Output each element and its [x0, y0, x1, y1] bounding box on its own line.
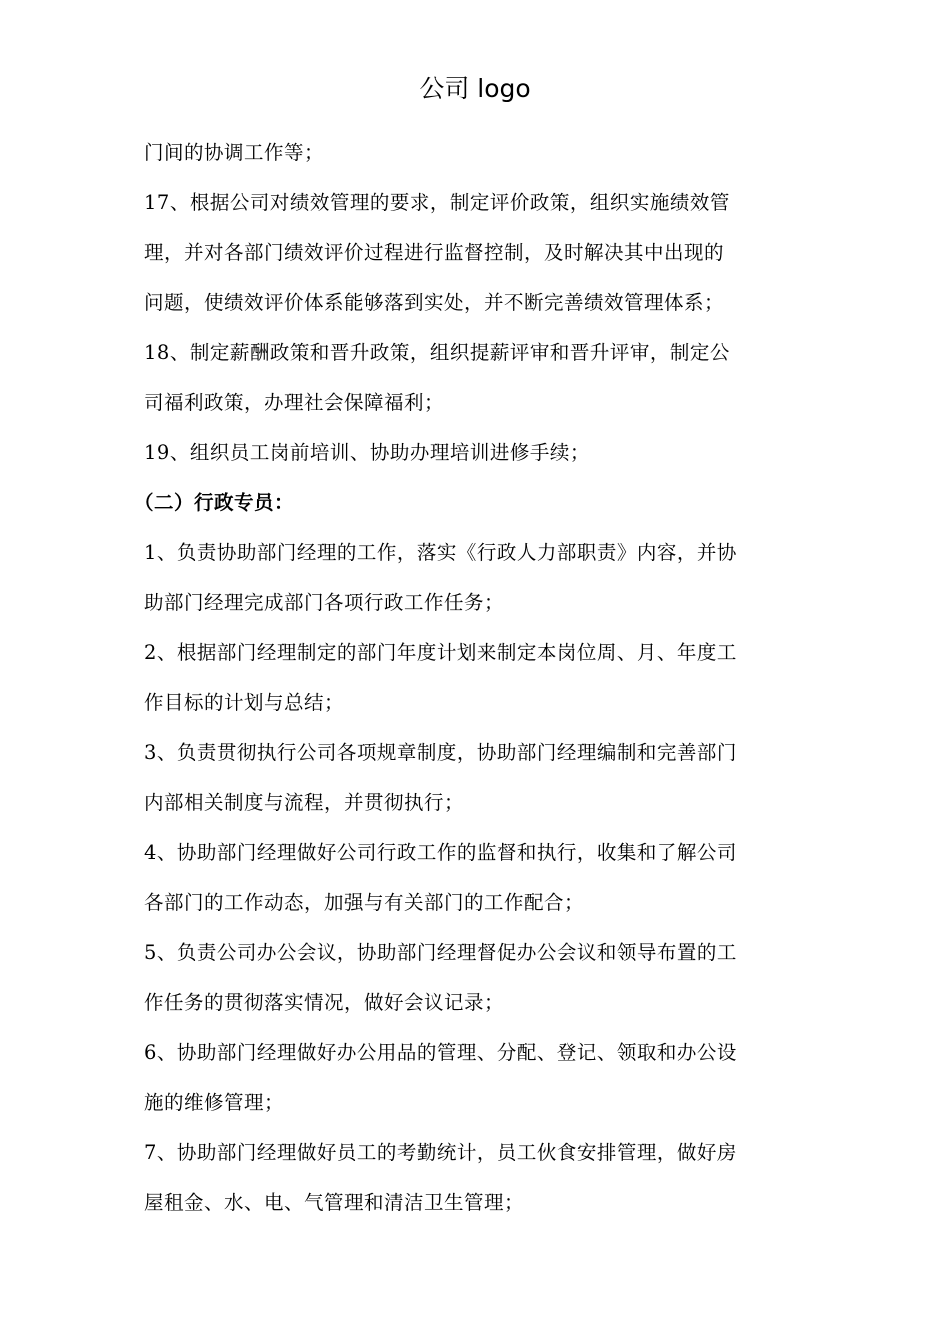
- text-line: 作目标的计划与总结；: [144, 691, 345, 714]
- text-line: 19、组织员工岗前培训、协助办理培训进修手续；: [144, 441, 590, 464]
- text-line: 1、负责协助部门经理的工作，落实《行政人力部职责》内容，并协: [144, 541, 737, 564]
- text-line: 3、负责贯彻执行公司各项规章制度，协助部门经理编制和完善部门: [144, 741, 737, 764]
- text-line: 司福利政策，办理社会保障福利；: [144, 391, 445, 414]
- text-line: 内部相关制度与流程，并贯彻执行；: [144, 791, 465, 814]
- text-line: 5、负责公司办公会议，协助部门经理督促办公会议和领导布置的工: [144, 941, 737, 964]
- text-line: 理，并对各部门绩效评价过程进行监督控制，及时解决其中出现的: [144, 241, 725, 264]
- text-line: 屋租金、水、电、气管理和清洁卫生管理；: [144, 1191, 525, 1214]
- text-line: 4、协助部门经理做好公司行政工作的监督和执行，收集和了解公司: [144, 841, 737, 864]
- text-line: 施的维修管理；: [144, 1091, 285, 1114]
- section-heading: （二）行政专员：: [134, 491, 295, 514]
- text-line: 17、根据公司对绩效管理的要求，制定评价政策，组织实施绩效管: [144, 191, 730, 214]
- text-line: 18、制定薪酬政策和晋升政策，组织提薪评审和晋升评审，制定公: [144, 341, 730, 364]
- document-body: [134, 128, 814, 1228]
- text-line: 7、协助部门经理做好员工的考勤统计，员工伙食安排管理，做好房: [144, 1141, 737, 1164]
- text-line: 问题，使绩效评价体系能够落到实处，并不断完善绩效管理体系；: [144, 291, 725, 314]
- text-line: 2、根据部门经理制定的部门年度计划来制定本岗位周、月、年度工: [144, 641, 737, 664]
- text-line: 6、协助部门经理做好办公用品的管理、分配、登记、领取和办公设: [144, 1041, 737, 1064]
- text-line: 作任务的贯彻落实情况，做好会议记录；: [144, 991, 505, 1014]
- text-line: 助部门经理完成部门各项行政工作任务；: [144, 591, 505, 614]
- company-logo-text: 公司 logo: [419, 74, 531, 103]
- text-line: 各部门的工作动态，加强与有关部门的工作配合；: [144, 891, 585, 914]
- text-line: 门间的协调工作等；: [144, 141, 325, 164]
